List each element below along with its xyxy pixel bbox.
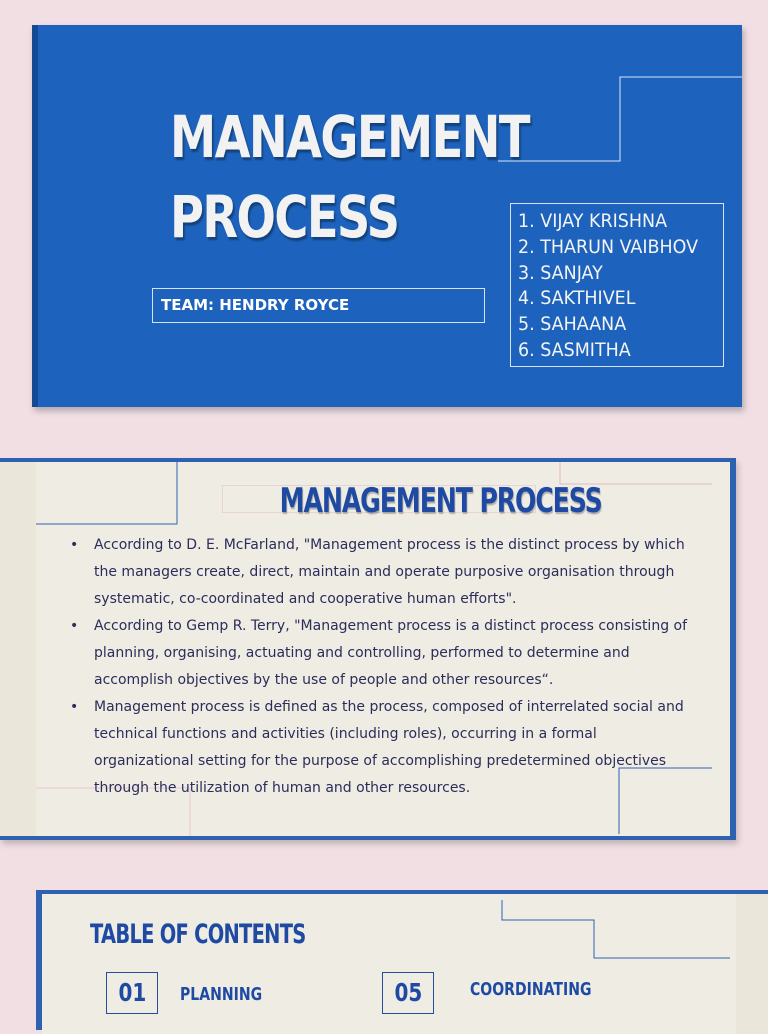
- definition-slide: [0, 458, 736, 840]
- cover-slide: [32, 25, 742, 407]
- definition-bullet: • According to Gemp R. Terry, "Management process is a distinct process consisting of planning, organising, actuating and controlling, performed to determine and accomplish objectives by the use of people and other resources“.: [70, 613, 690, 694]
- member-item: 2. THARUN VAIBHOV: [518, 235, 699, 258]
- definition-list: [70, 532, 690, 802]
- toc-title: TABLE OF CONTENTS: [90, 919, 306, 950]
- toc-number-box: 05: [382, 972, 434, 1014]
- toc-item-label: COORDINATING: [470, 979, 592, 1000]
- cover-title-line2: PROCESS: [170, 183, 399, 251]
- member-item: 6. SASMITHA: [518, 338, 631, 361]
- member-item: 4. SAKTHIVEL: [518, 287, 636, 310]
- toc-item-label: PLANNING: [180, 984, 263, 1005]
- definition-heading: MANAGEMENT PROCESS: [222, 485, 536, 513]
- member-item: 5. SAHAANA: [518, 313, 627, 336]
- decorative-lines: [38, 25, 742, 407]
- team-name-box: TEAM: HENDRY ROYCE: [152, 288, 485, 323]
- member-item: 1. VIJAY KRISHNA: [518, 210, 668, 232]
- member-item: 3. SANJAY: [518, 261, 603, 284]
- definition-bullet: • Management process is defined as the process, composed of interrelated social and technical functions and activities (including roles), occurring in a formal organizational setting for the purpose of accomplishing predetermined objectives through the utilization of human and other resources.: [70, 694, 690, 802]
- toc-number-box: 01: [106, 972, 158, 1014]
- cover-title-line1: MANAGEMENT: [170, 103, 529, 171]
- definition-bullet: • According to D. E. McFarland, "Management process is the distinct process by which the managers create, direct, maintain and operate purposive organisation through systematic, co-coordinated and cooperative human efforts".: [70, 532, 690, 613]
- toc-slide: [36, 890, 768, 1030]
